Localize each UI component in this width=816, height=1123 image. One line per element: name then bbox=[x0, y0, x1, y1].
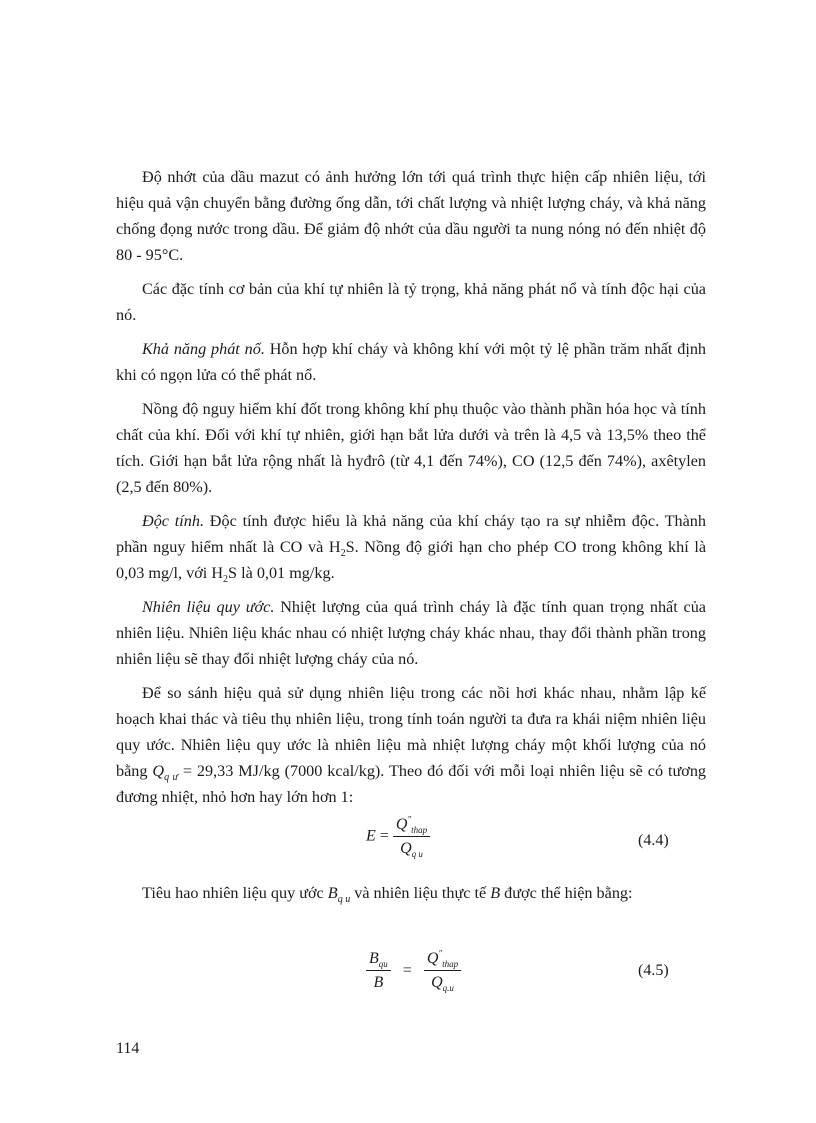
fraction-denominator bbox=[424, 971, 461, 992]
subscript: 2 bbox=[223, 574, 229, 586]
paragraph-viscosity bbox=[116, 164, 706, 268]
page-number: 114 bbox=[116, 1040, 140, 1057]
subscript: q u bbox=[337, 894, 351, 906]
math-symbol: B bbox=[369, 950, 379, 967]
subscript: thap bbox=[442, 959, 459, 970]
paragraph-gas-properties bbox=[116, 276, 706, 328]
paragraph-text: S là 0,01 mg/kg. bbox=[228, 564, 335, 582]
fraction-right bbox=[424, 950, 461, 992]
paragraph-lead: Khả năng phát nổ. bbox=[142, 340, 265, 358]
paragraph-text: Nhiệt lượng của quá trình cháy là đặc tính quan trọng nhất của nhiên liệu. Nhiên liệu khác nhau có nhiệt lượng cháy khác nhau, thay đổi thành phần trong nhiên liệu sẽ thay đổi nhiệt lượng cháy của nó. bbox=[116, 598, 706, 668]
fraction bbox=[393, 816, 430, 858]
paragraph-text: Hỗn hợp khí cháy và không khí với một tỷ lệ phần trăm nhất định khi có ngọn lửa có thể phát nổ. bbox=[116, 340, 707, 384]
fraction-numerator bbox=[393, 816, 430, 837]
paragraph-text: Để so sánh hiệu quả sử dụng nhiên liệu trong các nồi hơi khác nhau, nhằm lập kế hoạch khai thác và tiêu thụ nhiên liệu, trong tính toán người ta đưa ra khái niệm nhiên liệu quy ước. Nhiên liệu quy ước là nhiên liệu mà nhiệt lượng cháy một khối lượng của nó bằng bbox=[116, 684, 706, 780]
subscript: q.u bbox=[442, 983, 454, 994]
paragraph-text: Độ nhớt của dầu mazut có ảnh hưởng lớn tới quá trình thực hiện cấp nhiên liệu, tới hiệu quả vận chuyển bằng đường ống dẫn, tới chất lượng và nhiệt lượng cháy, và khả năng chống đọng nước trong dầu. Để giảm độ nhớt của dầu người ta nung nóng nó đến nhiệt độ 80 - 95°C. bbox=[116, 168, 706, 264]
paragraph-comparison bbox=[116, 680, 706, 810]
paragraph-text: Độc tính được hiểu là khả năng của khí cháy tạo ra sự nhiễm độc. Thành phần nguy hiểm nhất là CO và H bbox=[116, 512, 706, 556]
formula-lhs: E bbox=[366, 827, 376, 845]
subscript: q ư bbox=[164, 772, 178, 784]
paragraph-lead: Độc tính. bbox=[142, 512, 204, 530]
fraction-denominator bbox=[366, 971, 391, 992]
paragraph-conventional-fuel bbox=[116, 594, 706, 672]
paragraph-text: Tiêu hao nhiên liệu quy ước bbox=[142, 884, 328, 902]
equals-sign: = bbox=[379, 827, 389, 845]
math-symbol: Q bbox=[400, 840, 412, 857]
paragraph-text: và nhiên liệu thực tế bbox=[350, 884, 491, 902]
body-text-2 bbox=[116, 880, 706, 914]
paragraph-text: được thể hiện bằng: bbox=[500, 884, 633, 902]
fraction-numerator bbox=[366, 950, 391, 971]
paragraph-text: S. Nồng độ giới hạn cho phép CO trong không khí là 0,03 mg/l, với H bbox=[116, 538, 707, 582]
math-symbol: B bbox=[490, 884, 501, 902]
subscript: q u bbox=[411, 849, 423, 860]
paragraph-toxicity bbox=[116, 508, 706, 586]
math-symbol: Q bbox=[152, 762, 165, 780]
equals-sign: = bbox=[402, 961, 412, 979]
paragraph-lead: Nhiên liệu quy ước. bbox=[142, 598, 275, 616]
equation-number: (4.5) bbox=[638, 962, 669, 979]
paragraph-concentration bbox=[116, 396, 706, 500]
subscript: qu bbox=[378, 959, 388, 970]
fraction-left bbox=[366, 950, 391, 992]
subscript: thap bbox=[411, 825, 428, 836]
math-symbol: Q bbox=[395, 816, 408, 833]
superscript: " bbox=[407, 814, 412, 825]
superscript: " bbox=[438, 948, 443, 959]
fraction-denominator bbox=[393, 837, 430, 858]
paragraph-text: Nồng độ nguy hiểm khí đốt trong không khí phụ thuộc vào thành phần hóa học và tính chất của khí. Đối với khí tự nhiên, giới hạn bắt lửa dưới và trên là 4,5 và 13,5% theo thể tích. Giới hạn bắt lửa rộng nhất là hyđrô (từ 4,1 đến 74%), CO (12,5 đến 74%), axêtylen (2,5 đến 80%). bbox=[116, 400, 706, 496]
math-symbol: Q bbox=[426, 950, 439, 967]
subscript: 2 bbox=[340, 548, 346, 560]
math-symbol: B bbox=[327, 884, 338, 902]
fraction-numerator bbox=[424, 950, 461, 971]
math-symbol: Q bbox=[431, 974, 443, 991]
formula-4-5 bbox=[366, 950, 461, 992]
equation-number: (4.4) bbox=[638, 832, 669, 849]
math-symbol: B bbox=[373, 974, 384, 991]
paragraph-text: Các đặc tính cơ bản của khí tự nhiên là tỷ trọng, khả năng phát nổ và tính độc hại của nó. bbox=[116, 280, 706, 324]
body-text bbox=[116, 164, 706, 818]
paragraph-text: = 29,33 MJ/kg (7000 kcal/kg). Theo đó đối với mỗi loại nhiên liệu sẽ có tương đương nhiệt, nhỏ hơn hay lớn hơn 1: bbox=[116, 762, 707, 806]
paragraph-consumption bbox=[116, 880, 706, 906]
formula-4-4 bbox=[366, 816, 430, 858]
paragraph-explosiveness bbox=[116, 336, 706, 388]
